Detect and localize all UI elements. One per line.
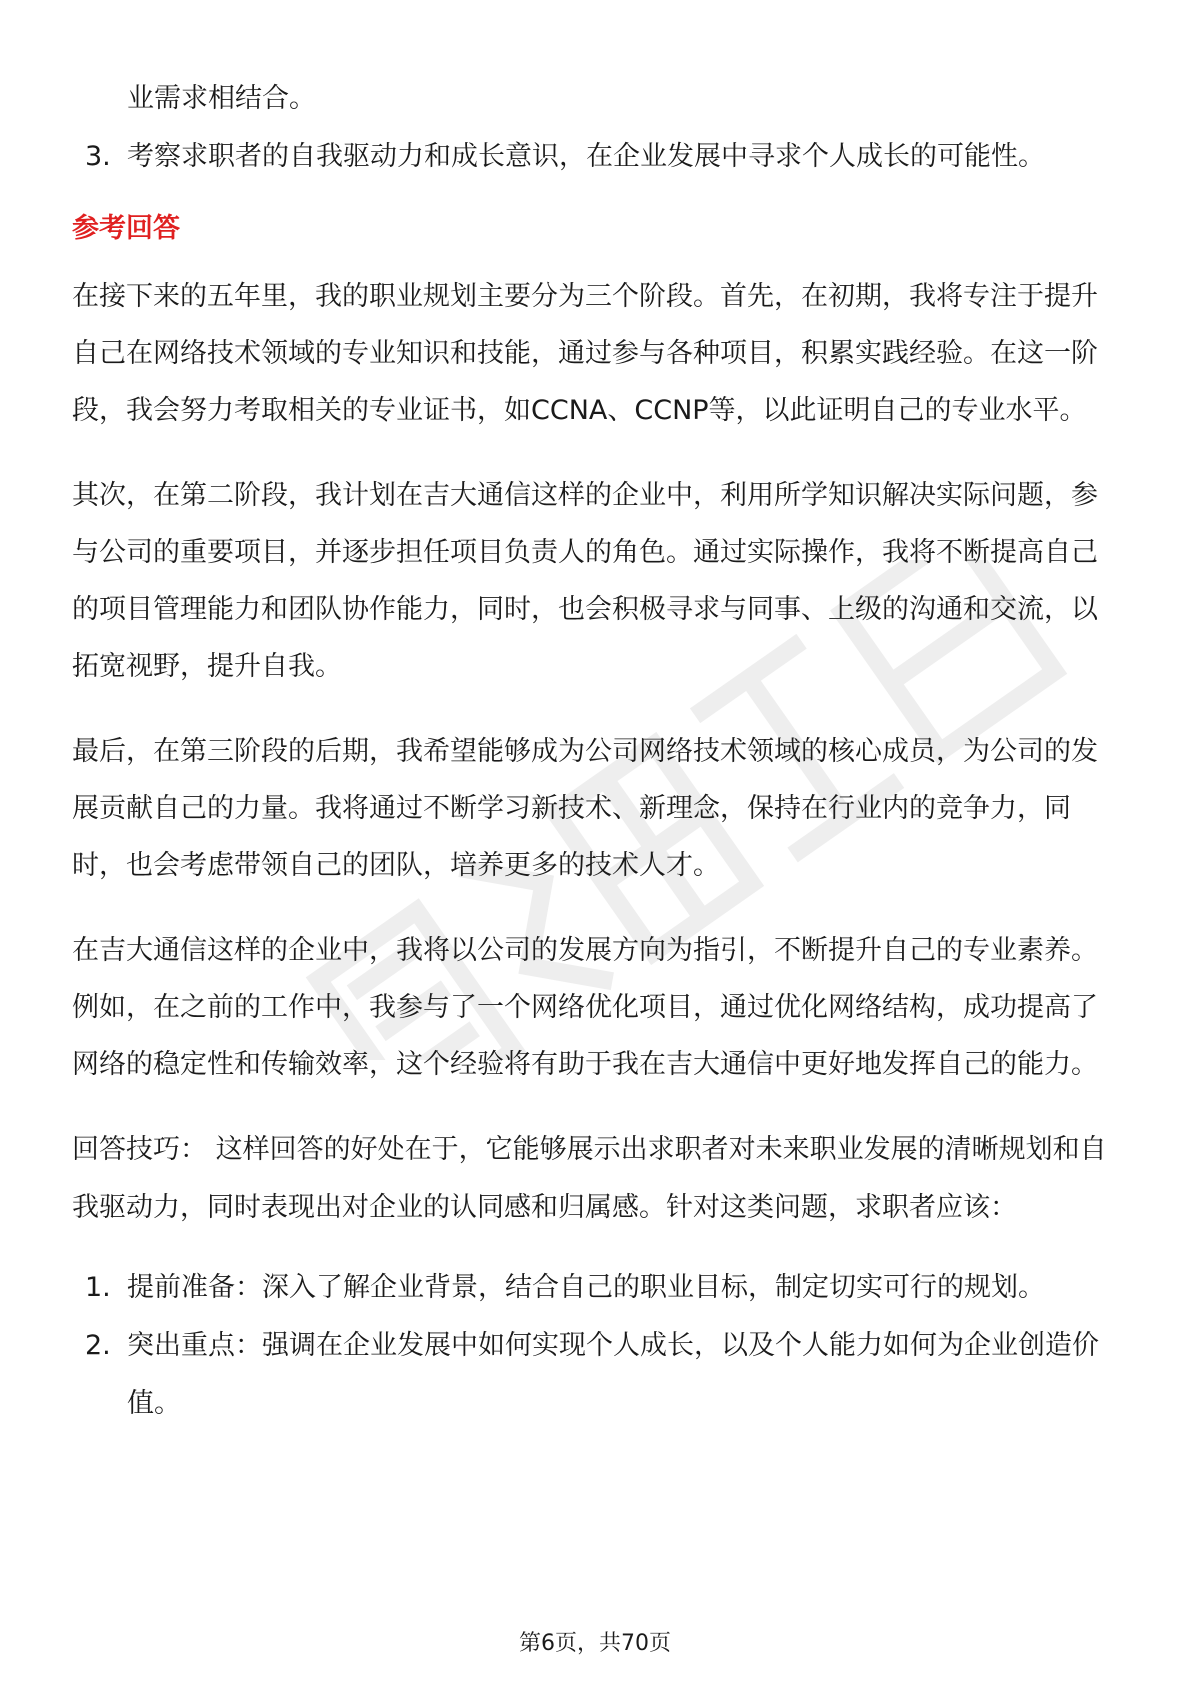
list-item-text: 提前准备：深入了解企业背景，结合自己的职业目标，制定切实可行的规划。	[127, 1272, 1045, 1303]
answer-paragraph-4: 在吉大通信这样的企业中，我将以公司的发展方向为指引，不断提升自己的专业素养。例如，在之前的工作中，我参与了一个网络优化项目，通过优化网络结构，成功提高了网络的稳定性和传输效率，这个经验将有助于我在吉大通信中更好地发挥自己的能力。	[72, 935, 1098, 1080]
page-content	[72, 70, 1122, 1433]
list-item-text: 考察求职者的自我驱动力和成长意识，在企业发展中寻求个人成长的可能性。	[127, 141, 1045, 172]
list-item-text: 突出重点：强调在企业发展中如何实现个人成长，以及个人能力如何为企业创造价值。	[127, 1330, 1099, 1419]
answer-paragraph-2: 其次，在第二阶段，我计划在吉大通信这样的企业中，利用所学知识解决实际问题，参与公司的重要项目，并逐步担任项目负责人的角色。通过实际操作，我将不断提高自己的项目管理能力和团队协作能力，同时，也会积极寻求与同事、上级的沟通和交流，以拓宽视野，提升自我。	[72, 480, 1098, 682]
answer-paragraph-1: 在接下来的五年里，我的职业规划主要分为三个阶段。首先，在初期，我将专注于提升自己在网络技术领域的专业知识和技能，通过参与各种项目，积累实践经验。在这一阶段，我会努力考取相关的专业证书，如CCNA、CCNP等，以此证明自己的专业水平。	[72, 281, 1098, 426]
list-item	[72, 128, 1122, 186]
tips-paragraph: 回答技巧： 这样回答的好处在于，它能够展示出求职者对未来职业发展的清晰规划和自我驱动力，同时表现出对企业的认同感和归属感。针对这类问题，求职者应该：	[72, 1134, 1107, 1223]
section-heading: 参考回答	[72, 213, 180, 244]
page-footer: 第6页，共70页	[519, 1631, 671, 1656]
list-item-number: 2.	[85, 1330, 111, 1361]
list-item	[72, 1259, 1122, 1317]
list-item-continuation: 业需求相结合。	[127, 83, 316, 114]
list-item-number: 3.	[85, 141, 111, 172]
list-item-number: 1.	[85, 1272, 111, 1303]
tips-list	[72, 1259, 1122, 1433]
answer-paragraph-3: 最后，在第三阶段的后期，我希望能够成为公司网络技术领域的核心成员，为公司的发展贡献自己的力量。我将通过不断学习新技术、新理念，保持在行业内的竞争力，同时，也会考虑带领自己的团队，培养更多的技术人才。	[72, 736, 1098, 881]
list-item	[72, 1317, 1122, 1433]
answer-body	[72, 268, 1122, 1093]
